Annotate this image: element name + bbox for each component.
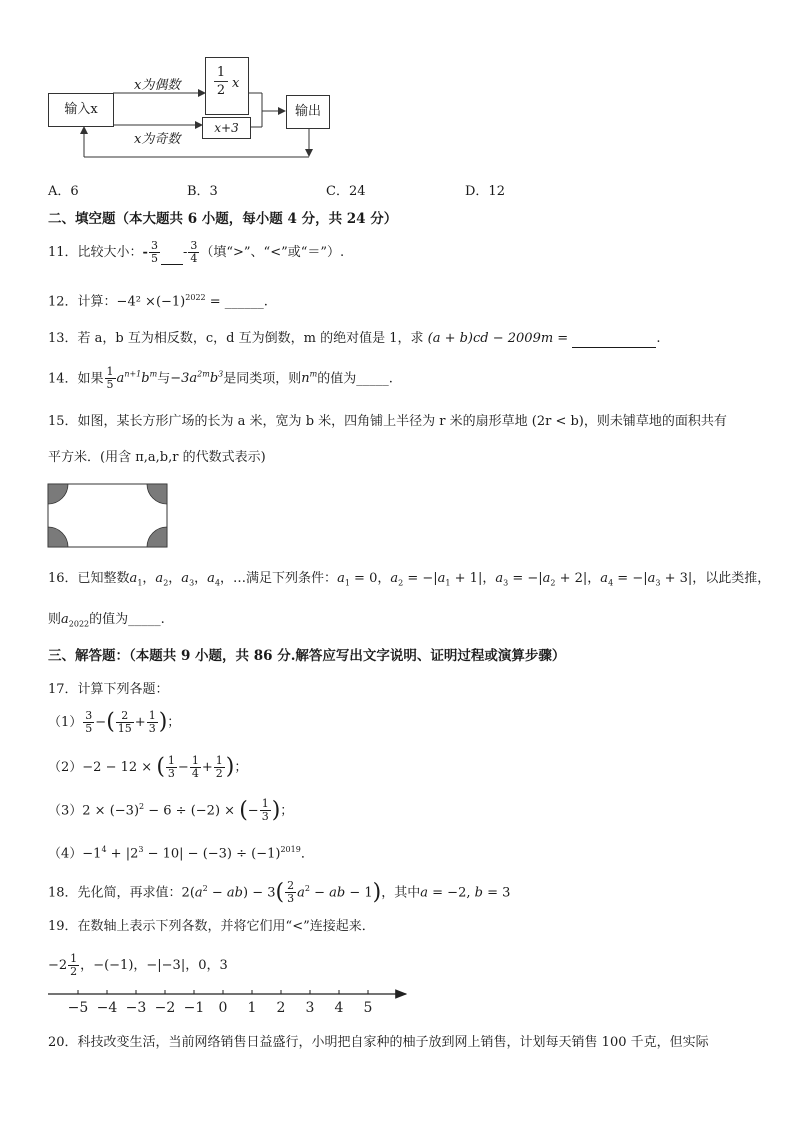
- flow-plus3-box: [202, 117, 251, 139]
- flow-input-box: [48, 93, 114, 127]
- number-line-tick-label: 3: [305, 1000, 315, 1016]
- number-line-tick-label: −1: [183, 1000, 205, 1016]
- number-line: [44, 986, 414, 1020]
- question-17-part2: （2）−2 − 12 × ( $\frac{1}{3}$ − $\frac{1}{4}$ + $\frac{1}{2}$ )；: [48, 754, 248, 780]
- flow-output-label: 输出: [294, 104, 321, 119]
- option-a: A．6: [48, 184, 79, 199]
- number-line-tick-label: −3: [125, 1000, 147, 1016]
- question-17-part1: （1） $\frac{3}{5}$ −( $\frac{2}{15}$ + $\frac{1}{3}$ )；: [48, 709, 181, 735]
- question-19-numbers: −2 $\frac{1}{2}$ ，−(−1)，−|−3|，0，3: [48, 952, 228, 978]
- plaza-figure: [47, 483, 169, 549]
- question-17-part3: $(3)2 \times (-3)^2 - 6 \div (-2)$ × (− $\frac{1}{3}$ )；: [48, 797, 294, 824]
- number-line-tick-label: −4: [96, 1000, 118, 1016]
- flow-half-den: 2: [216, 83, 226, 98]
- question-18: 18．先化简，再求值：$2(a^2 - ab) - 3$( $\frac{2}{3}$ $a^2$ − ab − 1)，其中a = −2, b = 3: [48, 879, 511, 906]
- flow-input-label: 输入x: [64, 102, 98, 117]
- flow-output-box: [286, 95, 330, 129]
- number-line-tick-label: 0: [218, 1000, 228, 1016]
- flow-half-num: 1: [214, 64, 228, 82]
- question-16-line2: 则$a_{2022}$的值为_____.: [48, 612, 165, 629]
- number-line-tick-label: −5: [67, 1000, 89, 1016]
- flow-half-var: x: [232, 76, 240, 91]
- option-d: D．12: [465, 184, 505, 199]
- question-19-title: 19．在数轴上表示下列各数，并将它们用“<”连接起来．: [48, 919, 375, 934]
- option-b: B．3: [187, 184, 218, 199]
- question-14: 14．如果 $\frac{1}{5}$ $a^{n+1}b^m$与$-3a^{2m}b^3$是同类项，则$n^m$的值为_____.: [48, 365, 393, 392]
- number-line-tick-label: 1: [247, 1000, 257, 1016]
- flow-even-label: x为偶数: [134, 78, 181, 93]
- flow-plus3-label: x+3: [214, 121, 239, 135]
- flow-half-box: [205, 57, 249, 115]
- option-c: C．24: [326, 184, 366, 199]
- number-line-tick-label: 2: [276, 1000, 286, 1016]
- question-11: 11．比较大小：- $\frac{3}{5}$ - $\frac{3}{4}$ （填“>”、“<”或“＝”）.: [48, 239, 345, 265]
- question-15-line2: 平方米．(用含 π,a,b,r 的代数式表示): [48, 450, 266, 465]
- section-3-heading: 三、解答题：（本题共 9 小题，共 86 分.解答应写出文字说明、证明过程或演算步骤）: [48, 648, 566, 664]
- question-17-part4: $(4)-1^4 + |2^3 - 10| - (-3) \div (-1)^{2019}$．: [48, 845, 314, 862]
- question-13: 13．若 a，b 互为相反数，c，d 互为倒数，m 的绝对值是 1，求 (a + b)cd − 2009m = .: [48, 331, 661, 346]
- question-20: 20．科技改变生活，当前网络销售日益盛行，小明把自家种的柚子放到网上销售，计划每天销售 100 千克，但实际: [48, 1035, 709, 1050]
- number-line-tick-label: 5: [363, 1000, 373, 1016]
- flow-odd-label: x为奇数: [134, 132, 181, 147]
- question-17-title: 17．计算下列各题：: [48, 682, 169, 697]
- section-2-heading: 二、填空题（本大题共 6 小题，每小题 4 分，共 24 分）: [48, 211, 398, 227]
- question-12: 12．计算：$-4^2 \times(-1)^{2022}$ = ______.: [48, 293, 268, 310]
- number-line-tick-label: −2: [154, 1000, 176, 1016]
- question-15-line1: 15．如图，某长方形广场的长为 a 米，宽为 b 米，四角铺上半径为 r 米的扇形草地 (2r < b)，则未铺草地的面积共有: [48, 414, 727, 429]
- number-line-tick-label: 4: [334, 1000, 344, 1016]
- flowchart-arrows: [0, 0, 794, 170]
- question-16-line1: 16．已知整数$a_1$，$a_2$，$a_3$，$a_4$，…满足下列条件：$a_1 = 0$，$a_2 = -|a_1 + 1|$，$a_3 = -|a_2 + 2|$，$a_4 = -|a_3 + 3|$，以此类推，: [48, 571, 771, 588]
